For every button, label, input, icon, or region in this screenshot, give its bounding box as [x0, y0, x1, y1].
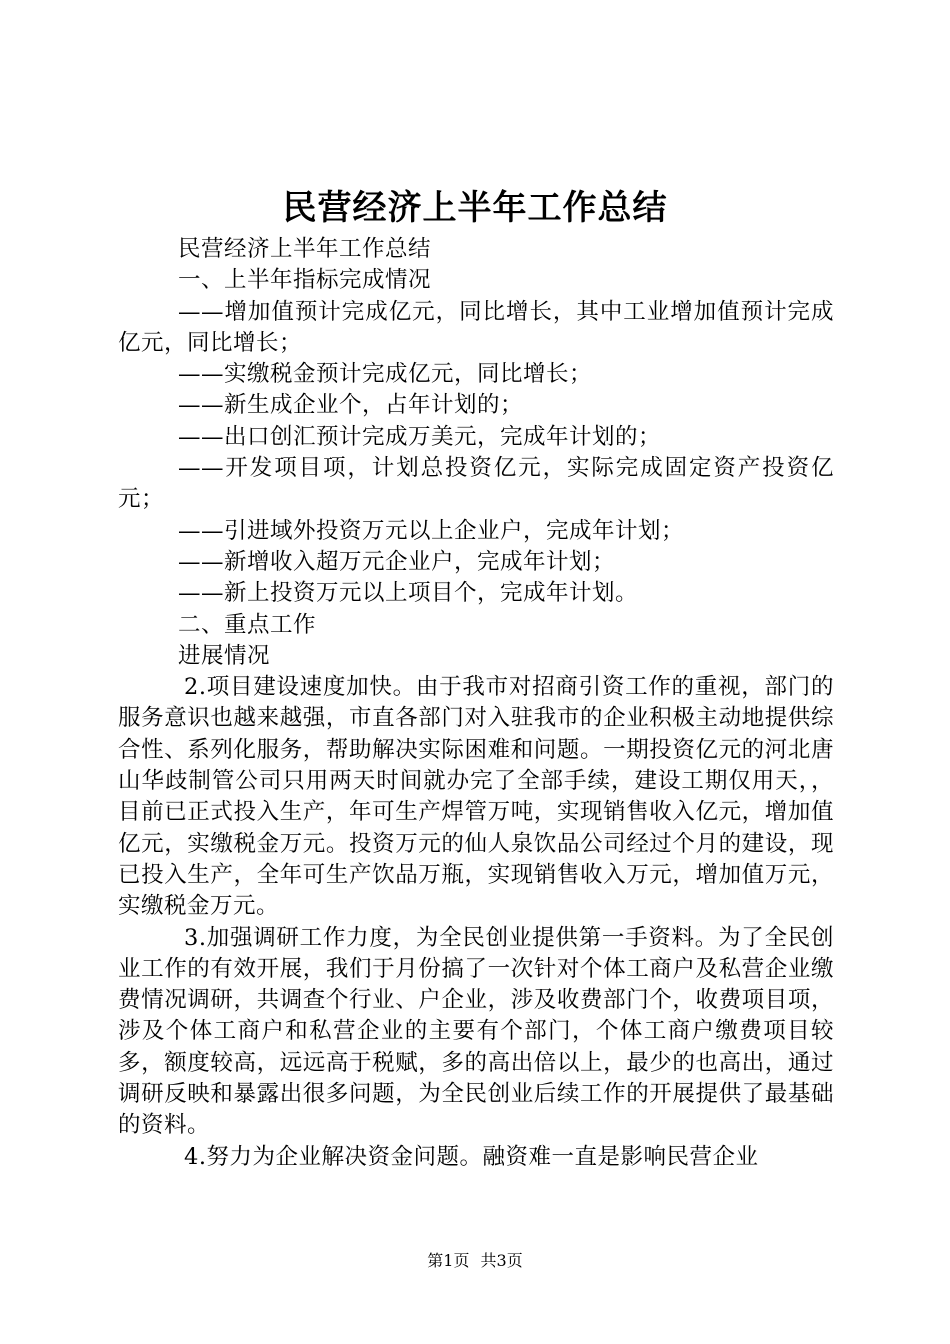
- page-footer: [0, 1250, 950, 1272]
- document-body: [118, 234, 834, 1173]
- page-number: 第1页: [427, 1251, 470, 1270]
- paragraph-section-heading-1: 一、上半年指标完成情况: [178, 267, 432, 294]
- paragraph-indicator-3: ——新生成企业个，占年计划的；: [178, 392, 524, 419]
- paragraph-item-2: 2.项目建设速度加快。由于我市对招商引资工作的重视，部门的服务意识也越来越强，市直各部门对入驻我市的企业积极主动地提供综合性、系列化服务，帮助解决实际困难和问题。一期投资亿元的河北唐山华歧制管公司只用两天时间就办完了全部手续，建设工期仅用天，，目前已正式投入生产，年可生产焊管万吨，实现销售收入亿元，增加值亿元，实缴税金万元。投资万元的仙人泉饮品公司经过个月的建设，现已投入生产，全年可生产饮品万瓶，实现销售收入万元，增加值万元，实缴税金万元。: [118, 674, 834, 920]
- paragraph-indicator-4: ——出口创汇预计完成万美元，完成年计划的；: [178, 423, 662, 450]
- paragraph-indicator-6: ——引进域外投资万元以上企业户，完成年计划；: [178, 517, 685, 544]
- paragraph-subtitle: 民营经济上半年工作总结: [178, 236, 432, 262]
- paragraph-indicator-7: ——新增收入超万元企业户，完成年计划；: [178, 548, 616, 575]
- paragraph-indicator-5: ——开发项目项，计划总投资亿元，实际完成固定资产投资亿元；: [118, 455, 834, 513]
- paragraph-indicator-1: ——增加值预计完成亿元，同比增长，其中工业增加值预计完成亿元，同比增长；: [118, 298, 834, 356]
- paragraph-item-3: 3.加强调研工作力度，为全民创业提供第一手资料。为了全民创业工作的有效开展，我们于月份搞了一次针对个体工商户及私营企业缴费情况调研，共调查个行业、户企业，涉及收费部门个，收费项目项，涉及个体工商户和私营企业的主要有个部门，个体工商户缴费项目较多，额度较高，远远高于税赋，多的高出倍以上，最少的也高出，通过调研反映和暴露出很多问题，为全民创业后续工作的开展提供了最基础的资料。: [118, 924, 834, 1139]
- paragraph-indicator-2: ——实缴税金预计完成亿元，同比增长；: [178, 361, 593, 388]
- paragraph-section-heading-2: 二、重点工作: [178, 611, 317, 638]
- paragraph-indicator-8: ——新上投资万元以上项目个，完成年计划。: [178, 580, 639, 607]
- document-title: 民营经济上半年工作总结: [282, 188, 668, 228]
- paragraph-item-4: 4.努力为企业解决资金问题。融资难一直是影响民营企业: [184, 1143, 759, 1170]
- page-total: 共3页: [480, 1251, 523, 1270]
- paragraph-progress-heading: 进展情况: [178, 642, 271, 669]
